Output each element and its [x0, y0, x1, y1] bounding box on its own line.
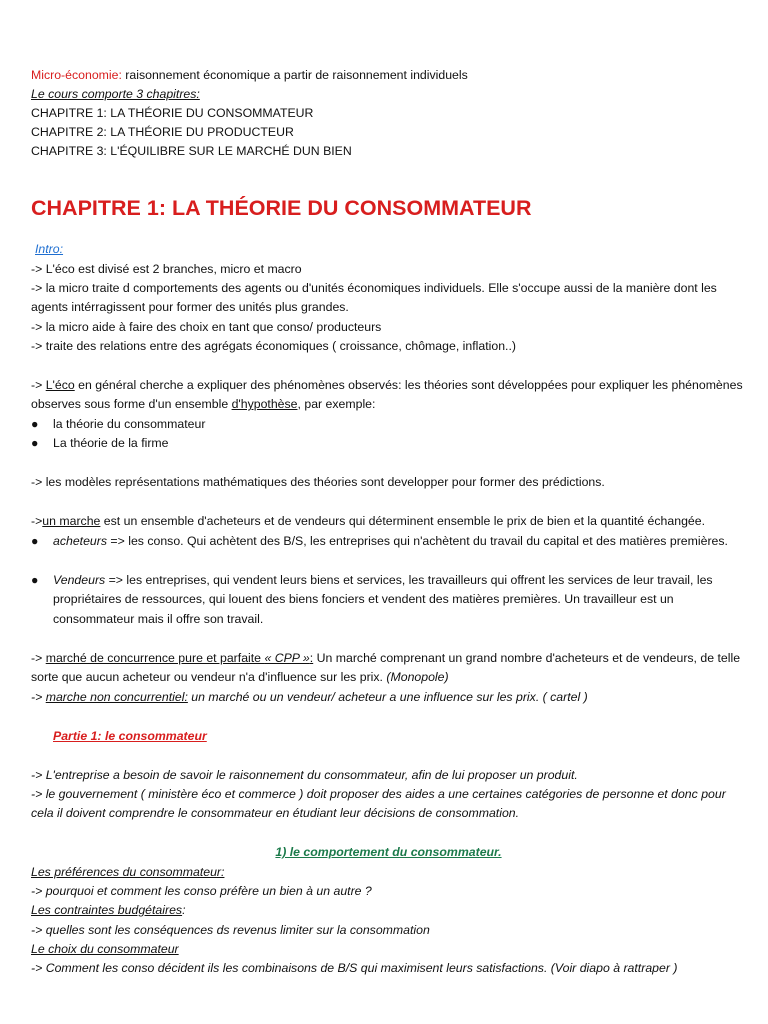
partie1-line-2: -> le gouvernement ( ministère éco et commerce ) doit proposer des aides a une certaines catégories de personne et donc pour cela il doivent comprendre le consommateur en étudiant leur décisions de consommation.	[31, 787, 726, 821]
micro-label: Micro-économie:	[31, 68, 122, 82]
marche-term: un marche	[42, 514, 101, 528]
bullet-icon: ●	[31, 417, 39, 431]
non-concurrentiel-line	[31, 688, 746, 707]
acheteurs-term: acheteurs	[53, 534, 108, 548]
cpp-paragraph	[31, 649, 746, 688]
contraintes-colon: :	[182, 903, 186, 917]
eco-paragraph	[31, 376, 746, 415]
chapter-2-line: CHAPITRE 2: LA THÉORIE DU PRODUCTEUR	[31, 125, 294, 139]
modeles-line: -> les modèles représentations mathématiques des théories sont developper pour former des prédictions.	[31, 475, 605, 489]
nc-arrow: ->	[31, 690, 46, 704]
eco-text-2: , par exemple:	[297, 397, 376, 412]
intro-line-4: -> traite des relations entre des agrégats économiques ( croissance, chômage, inflation..)	[31, 339, 516, 353]
bullet-icon: ●	[31, 436, 39, 450]
vendeurs-text: => les entreprises, qui vendent leurs biens et services, les travailleurs qui offrent les services de leur travail, les propriétaires de ressources, qui louent des biens fonciers et vendent des matières premières. Un travailleur est un consommateur mais il offre son travail.	[53, 573, 713, 626]
choix-label: Le choix du consommateur	[31, 942, 179, 956]
micro-text: raisonnement économique a partir de raisonnement individuels	[121, 68, 468, 82]
intro-line-1: -> L'éco est divisé est 2 branches, micro et macro	[31, 262, 302, 276]
page-title: CHAPITRE 1: LA THÉORIE DU CONSOMMATEUR	[31, 196, 532, 220]
eco-arrow: ->	[31, 378, 46, 392]
cpp-abbr: « CPP »	[264, 651, 310, 665]
list-item	[31, 434, 746, 453]
cpp-term: marché de concurrence pure et parfaite	[45, 651, 265, 665]
list-item-text: la théorie du consommateur	[53, 417, 206, 431]
preferences-label: Les préférences du consommateur:	[31, 865, 225, 879]
intro-line-3: -> la micro aide à faire des choix en tant que conso/ producteurs	[31, 320, 382, 334]
vendeurs-term: Vendeurs	[53, 573, 106, 587]
marche-paragraph	[31, 512, 746, 531]
cpp-arrow: ->	[31, 651, 46, 665]
intro-line-2: -> la micro traite d comportements des agents ou d'unités économiques individuels. Elle s'occupe aussi de la manière dont les agents intérragissent pour former des unités plus grandes.	[31, 281, 717, 315]
cours-line: Le cours comporte 3 chapitres:	[31, 87, 200, 101]
bullet-icon: ●	[31, 573, 39, 587]
list-item	[31, 532, 746, 551]
bullet-icon: ●	[31, 534, 39, 548]
marche-text: est un ensemble d'acheteurs et de vendeurs qui déterminent ensemble le prix de bien et la quantité échangée.	[100, 514, 705, 528]
nc-text: un marché ou un vendeur/ acheteur a une influence sur les prix. ( cartel )	[187, 690, 588, 704]
partie1-title: Partie 1: le consommateur	[53, 729, 207, 743]
list-item	[31, 571, 746, 629]
intro-label: Intro:	[35, 242, 64, 256]
preferences-text: -> pourquoi et comment les conso préfère un bien à un autre ?	[31, 884, 372, 898]
micro-definition	[31, 66, 746, 85]
partie1-line-1: -> L'entreprise a besoin de savoir le raisonnement du consommateur, afin de lui proposer un produit.	[31, 768, 578, 782]
contraintes-text: -> quelles sont les conséquences ds revenus limiter sur la consommation	[31, 923, 430, 937]
list-item-text: La théorie de la firme	[53, 436, 169, 450]
contraintes-term: Les contraintes budgétaires	[31, 903, 183, 917]
choix-text: -> Comment les conso décident ils les combinaisons de B/S qui maximisent leurs satisfactions. (Voir diapo à rattraper )	[31, 961, 678, 975]
cpp-text: Un marché comprenant un grand nombre d'acheteurs et de vendeurs, de telle sorte que aucun acheteur ou vendeur n'a d'influence sur les prix.	[31, 651, 741, 685]
eco-text-1: en général cherche a expliquer des phénomènes observés: les théories sont développées pour expliquer les phénomènes observes sous forme d'un ensemble	[31, 378, 743, 412]
contraintes-label	[31, 901, 746, 920]
list-item	[31, 415, 746, 434]
chapter-1-line: CHAPITRE 1: LA THÉORIE DU CONSOMMATEUR	[31, 106, 314, 120]
monopole-text: (Monopole)	[386, 670, 449, 685]
nc-term: marche non concurrentiel:	[45, 690, 188, 704]
acheteurs-text: => les conso. Qui achètent des B/S, les entreprises qui n'achètent du travail du capital et des matières premières.	[107, 534, 728, 548]
marche-arrow: ->	[31, 514, 43, 528]
eco-term: L'éco	[45, 378, 75, 392]
cpp-colon: :	[309, 651, 314, 665]
hypothese-term: d'hypothèse	[231, 397, 298, 412]
chapter-3-line: CHAPITRE 3: L'ÉQUILIBRE SUR LE MARCHÉ DUN BIEN	[31, 144, 352, 158]
comportement-title: 1) le comportement du consommateur.	[275, 845, 502, 859]
